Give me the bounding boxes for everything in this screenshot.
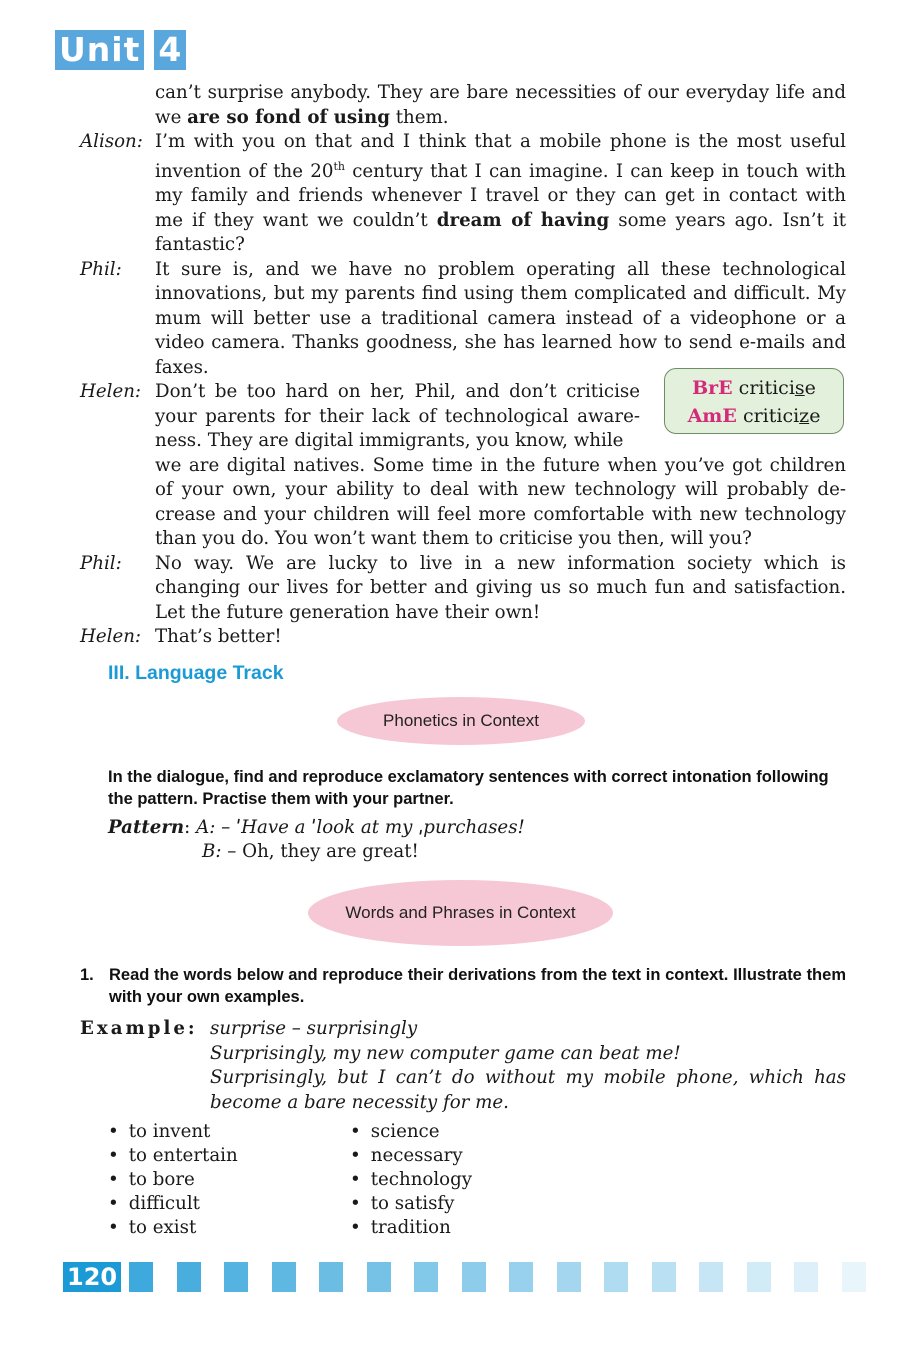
list-item: • to invent <box>108 1120 238 1144</box>
speaker-name: Helen: <box>80 626 142 648</box>
list-item: • to satisfy <box>350 1192 472 1216</box>
word-list-1 <box>108 1120 238 1240</box>
unit-label: Unit <box>55 30 144 70</box>
list-item: • necessary <box>350 1144 472 1168</box>
footer-square <box>224 1262 248 1292</box>
words-pill: Words and Phrases in Context <box>308 880 613 946</box>
bre-line: BrE criticise <box>692 377 816 399</box>
list-item: • science <box>350 1120 472 1144</box>
dialogue-turn: Helen: That’s better! <box>80 625 846 650</box>
pattern-line-a: Pattern: A: – ˈHave a ˈlook at my ˌpurchases! <box>108 817 525 838</box>
footer-square <box>699 1262 723 1292</box>
footer-square <box>557 1262 581 1292</box>
page-number: 120 <box>63 1262 121 1292</box>
dialogue-turn: Phil: It sure is, and we have no problem operating all these technological innovations, but my parents find using them complicated and difficult. My mum will better use a traditional camera instead of a videophone or a video camera. Thanks goodness, she has learned how to send e-mails and faxes. <box>80 258 846 378</box>
footer-square <box>652 1262 676 1292</box>
list-item: • to bore <box>108 1168 238 1192</box>
dialogue-turn: Alison: I’m with you on that and I think that a mobile phone is the most useful invention of the 20th century that I can imagine. I can keep in touch with my family and friends whenever I travel or they can get in contact with me if they want we couldn’t dream of having some years ago. Isn’t it fantastic? <box>80 131 846 256</box>
page-footer <box>63 1262 889 1292</box>
list-item: • tradition <box>350 1216 472 1240</box>
speaker-name: Phil: <box>80 258 122 280</box>
footer-square <box>177 1262 201 1292</box>
footer-square <box>272 1262 296 1292</box>
dialogue-turn: Phil: No way. We are lucky to live in a new information society which is changing our lives for better and giving us so much fun and satisfaction. Let the future generation have their own! <box>80 552 846 623</box>
dialogue-opening: can’t surprise anybody. They are bare necessities of our everyday life and we are so fond of using them. <box>155 82 846 128</box>
example-block <box>80 1017 846 1115</box>
unit-header <box>55 30 186 70</box>
pattern-line-b: B: – Oh, they are great! <box>202 841 419 862</box>
footer-square <box>509 1262 533 1292</box>
list-item: • to exist <box>108 1216 238 1240</box>
decorative-squares <box>129 1262 889 1292</box>
footer-square <box>794 1262 818 1292</box>
footer-square <box>842 1262 866 1292</box>
footer-square <box>367 1262 391 1292</box>
spelling-note-box <box>664 368 844 434</box>
list-item: • difficult <box>108 1192 238 1216</box>
footer-square <box>414 1262 438 1292</box>
footer-square <box>462 1262 486 1292</box>
speaker-name: Helen: <box>80 381 142 403</box>
word-list-2 <box>350 1120 472 1240</box>
bold-phrase: are so fond of using <box>187 106 390 128</box>
example-line: Surprisingly, my new computer game can beat me! <box>210 1042 681 1064</box>
words-task: 1. Read the words below and reproduce their derivations from the text in context. Illustrate them with your own examples. <box>80 966 846 1006</box>
unit-number: 4 <box>154 30 186 70</box>
footer-square <box>747 1262 771 1292</box>
phonetics-instruction: In the dialogue, find and reproduce exclamatory sentences with correct intonation following the pattern. Practise them with your partner. <box>108 768 829 808</box>
dialogue <box>80 81 846 650</box>
example-line: Surprisingly, but I can’t do without my mobile phone, which has become a bare necessity for me. <box>210 1067 846 1113</box>
speaker-name: Phil: <box>80 552 122 574</box>
phonetics-pill: Phonetics in Context <box>337 697 585 745</box>
footer-square <box>604 1262 628 1292</box>
example-line: surprise – surprisingly <box>210 1018 418 1039</box>
bold-phrase: dream of having <box>436 209 610 231</box>
footer-square <box>129 1262 153 1292</box>
list-item: • technology <box>350 1168 472 1192</box>
ame-line: AmE criticize <box>687 405 821 427</box>
list-item: • to entertain <box>108 1144 238 1168</box>
example-label: Example: <box>80 1018 198 1039</box>
speaker-name: Alison: <box>80 131 143 152</box>
footer-square <box>319 1262 343 1292</box>
dialogue-turn: Helen: Don’t be too hard on her, Phil, and don’t criticise your parents for their lack of technological awareness. They are digital immigrants, you know, while we are digital natives. Some time in the future when you’ve got children of your own, your ability to deal with new technology will probably decrease and your children will feel more comfortable with new technology than you do. You won’t want them to criticise you then, will you? <box>80 381 846 550</box>
section-title: III. Language Track <box>108 662 284 684</box>
